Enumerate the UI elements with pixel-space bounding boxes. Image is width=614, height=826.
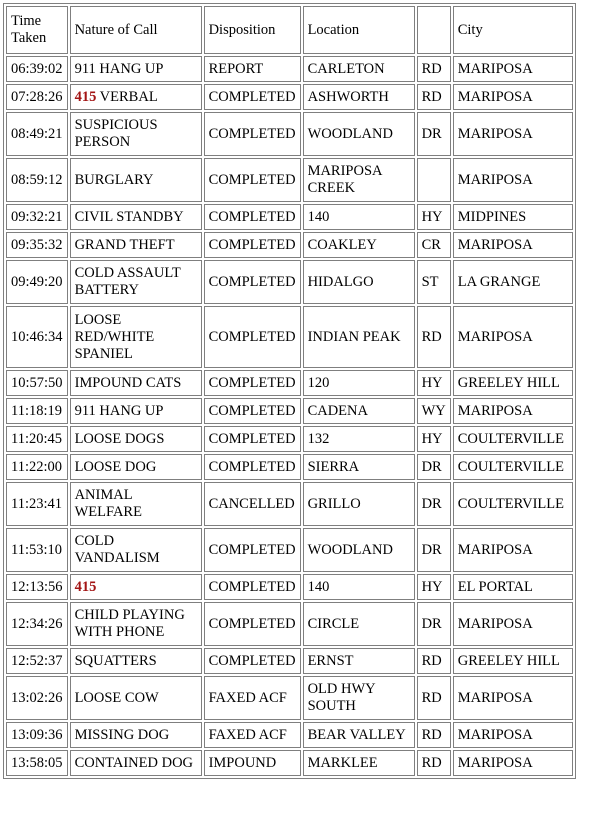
nature-text: VERBAL xyxy=(96,88,158,105)
nature-text: IMPOUND CATS xyxy=(74,374,182,391)
nature-cell xyxy=(70,602,202,646)
street-type-cell: RD xyxy=(417,84,451,110)
city-cell: MARIPOSA xyxy=(453,84,573,110)
disposition-cell: COMPLETED xyxy=(204,398,301,424)
street-type-cell: HY xyxy=(417,426,451,452)
nature-text: LOOSE DOGS xyxy=(74,430,165,447)
call-log-table xyxy=(3,3,576,779)
location-cell: GRILLO xyxy=(303,482,415,526)
time-cell: 11:22:00 xyxy=(6,454,68,480)
table-row xyxy=(6,232,573,258)
street-type-cell: RD xyxy=(417,306,451,368)
disposition-cell: FAXED ACF xyxy=(204,722,301,748)
table-row xyxy=(6,482,573,526)
disposition-cell: COMPLETED xyxy=(204,112,301,156)
city-cell: MARIPOSA xyxy=(453,112,573,156)
city-cell: EL PORTAL xyxy=(453,574,573,600)
penal-code: 415 xyxy=(74,88,97,105)
nature-text: BURGLARY xyxy=(74,171,154,188)
nature-cell xyxy=(70,528,202,572)
disposition-cell: COMPLETED xyxy=(204,232,301,258)
location-cell: ERNST xyxy=(303,648,415,674)
street-type-cell: HY xyxy=(417,574,451,600)
time-cell: 13:02:26 xyxy=(6,676,68,720)
header-row xyxy=(6,6,573,54)
time-cell: 06:39:02 xyxy=(6,56,68,82)
table-row xyxy=(6,722,573,748)
time-cell: 12:34:26 xyxy=(6,602,68,646)
city-cell: MARIPOSA xyxy=(453,602,573,646)
nature-cell xyxy=(70,722,202,748)
disposition-cell: COMPLETED xyxy=(204,370,301,396)
table-row xyxy=(6,426,573,452)
city-cell: MARIPOSA xyxy=(453,398,573,424)
table-row xyxy=(6,260,573,304)
nature-text: ANIMAL WELFARE xyxy=(74,487,142,520)
nature-cell xyxy=(70,84,202,110)
nature-cell xyxy=(70,306,202,368)
nature-cell xyxy=(70,574,202,600)
nature-cell xyxy=(70,260,202,304)
disposition-cell: REPORT xyxy=(204,56,301,82)
table-row xyxy=(6,528,573,572)
location-cell: WOODLAND xyxy=(303,112,415,156)
disposition-cell: COMPLETED xyxy=(204,84,301,110)
location-cell: MARKLEE xyxy=(303,750,415,776)
header-time-taken: Time Taken xyxy=(6,6,68,54)
nature-cell xyxy=(70,648,202,674)
nature-text: 911 HANG UP xyxy=(74,402,164,419)
nature-text: LOOSE RED/WHITE SPANIEL xyxy=(74,311,158,362)
table-row xyxy=(6,454,573,480)
location-cell: HIDALGO xyxy=(303,260,415,304)
nature-cell xyxy=(70,56,202,82)
nature-cell xyxy=(70,232,202,258)
table-row xyxy=(6,306,573,368)
disposition-cell: COMPLETED xyxy=(204,204,301,230)
nature-cell xyxy=(70,750,202,776)
nature-text: SUSPICIOUS PERSON xyxy=(74,117,162,150)
disposition-cell: COMPLETED xyxy=(204,260,301,304)
street-type-cell: WY xyxy=(417,398,451,424)
header-disposition: Disposition xyxy=(204,6,301,54)
city-cell: MARIPOSA xyxy=(453,306,573,368)
city-cell: MARIPOSA xyxy=(453,722,573,748)
disposition-cell: COMPLETED xyxy=(204,426,301,452)
nature-text: CONTAINED DOG xyxy=(74,754,194,771)
location-cell: INDIAN PEAK xyxy=(303,306,415,368)
street-type-cell: DR xyxy=(417,112,451,156)
location-cell: BEAR VALLEY xyxy=(303,722,415,748)
disposition-cell: COMPLETED xyxy=(204,528,301,572)
street-type-cell: HY xyxy=(417,204,451,230)
time-cell: 10:46:34 xyxy=(6,306,68,368)
table-row xyxy=(6,204,573,230)
time-cell: 11:20:45 xyxy=(6,426,68,452)
table-row xyxy=(6,56,573,82)
location-cell: WOODLAND xyxy=(303,528,415,572)
time-cell: 09:35:32 xyxy=(6,232,68,258)
nature-cell xyxy=(70,482,202,526)
time-cell: 09:32:21 xyxy=(6,204,68,230)
nature-cell xyxy=(70,204,202,230)
time-cell: 08:49:21 xyxy=(6,112,68,156)
table-row xyxy=(6,398,573,424)
city-cell: MARIPOSA xyxy=(453,56,573,82)
time-cell: 11:18:19 xyxy=(6,398,68,424)
nature-cell xyxy=(70,454,202,480)
nature-cell xyxy=(70,158,202,202)
nature-text: LOOSE COW xyxy=(74,689,159,706)
time-cell: 11:23:41 xyxy=(6,482,68,526)
location-cell: CADENA xyxy=(303,398,415,424)
nature-cell xyxy=(70,426,202,452)
nature-text: COLD ASSAULT BATTERY xyxy=(74,265,185,298)
location-cell: COAKLEY xyxy=(303,232,415,258)
location-cell: MARIPOSA CREEK xyxy=(303,158,415,202)
table-row xyxy=(6,112,573,156)
nature-text: MISSING DOG xyxy=(74,726,170,743)
table-row xyxy=(6,750,573,776)
street-type-cell: DR xyxy=(417,454,451,480)
table-row xyxy=(6,370,573,396)
disposition-cell: COMPLETED xyxy=(204,306,301,368)
time-cell: 13:09:36 xyxy=(6,722,68,748)
disposition-cell: COMPLETED xyxy=(204,158,301,202)
header-street-type xyxy=(417,6,451,54)
time-cell: 10:57:50 xyxy=(6,370,68,396)
city-cell: MARIPOSA xyxy=(453,232,573,258)
disposition-cell: COMPLETED xyxy=(204,574,301,600)
time-cell: 08:59:12 xyxy=(6,158,68,202)
location-cell: 140 xyxy=(303,204,415,230)
location-cell: CIRCLE xyxy=(303,602,415,646)
nature-cell xyxy=(70,112,202,156)
location-cell: 120 xyxy=(303,370,415,396)
table-row xyxy=(6,574,573,600)
street-type-cell: RD xyxy=(417,722,451,748)
time-cell: 13:58:05 xyxy=(6,750,68,776)
location-cell: OLD HWY SOUTH xyxy=(303,676,415,720)
disposition-cell: COMPLETED xyxy=(204,602,301,646)
street-type-cell: ST xyxy=(417,260,451,304)
location-cell: ASHWORTH xyxy=(303,84,415,110)
nature-text: GRAND THEFT xyxy=(74,236,175,253)
city-cell: GREELEY HILL xyxy=(453,648,573,674)
street-type-cell: RD xyxy=(417,648,451,674)
nature-text: 911 HANG UP xyxy=(74,60,164,77)
nature-text: CIVIL STANDBY xyxy=(74,208,184,225)
city-cell: LA GRANGE xyxy=(453,260,573,304)
nature-cell xyxy=(70,370,202,396)
street-type-cell: DR xyxy=(417,528,451,572)
disposition-cell: COMPLETED xyxy=(204,454,301,480)
table-row xyxy=(6,648,573,674)
street-type-cell: RD xyxy=(417,56,451,82)
street-type-cell: HY xyxy=(417,370,451,396)
location-cell: 132 xyxy=(303,426,415,452)
city-cell: COULTERVILLE xyxy=(453,454,573,480)
table-row xyxy=(6,676,573,720)
nature-text: COLD VANDALISM xyxy=(74,533,160,566)
street-type-cell: CR xyxy=(417,232,451,258)
time-cell: 12:52:37 xyxy=(6,648,68,674)
header-nature-of-call: Nature of Call xyxy=(70,6,202,54)
table-row xyxy=(6,158,573,202)
time-cell: 09:49:20 xyxy=(6,260,68,304)
disposition-cell: CANCELLED xyxy=(204,482,301,526)
disposition-cell: IMPOUND xyxy=(204,750,301,776)
nature-cell xyxy=(70,398,202,424)
disposition-cell: FAXED ACF xyxy=(204,676,301,720)
city-cell: MIDPINES xyxy=(453,204,573,230)
street-type-cell: RD xyxy=(417,676,451,720)
city-cell: MARIPOSA xyxy=(453,750,573,776)
header-city: City xyxy=(453,6,573,54)
city-cell: MARIPOSA xyxy=(453,676,573,720)
street-type-cell: DR xyxy=(417,482,451,526)
city-cell: COULTERVILLE xyxy=(453,482,573,526)
time-cell: 12:13:56 xyxy=(6,574,68,600)
time-cell: 11:53:10 xyxy=(6,528,68,572)
disposition-cell: COMPLETED xyxy=(204,648,301,674)
location-cell: CARLETON xyxy=(303,56,415,82)
nature-text: SQUATTERS xyxy=(74,652,157,669)
table-row xyxy=(6,84,573,110)
street-type-cell: RD xyxy=(417,750,451,776)
penal-code: 415 xyxy=(74,578,97,595)
city-cell: GREELEY HILL xyxy=(453,370,573,396)
nature-cell xyxy=(70,676,202,720)
header-location: Location xyxy=(303,6,415,54)
nature-text: CHILD PLAYING WITH PHONE xyxy=(74,607,189,640)
city-cell: MARIPOSA xyxy=(453,528,573,572)
street-type-cell: DR xyxy=(417,602,451,646)
location-cell: 140 xyxy=(303,574,415,600)
time-cell: 07:28:26 xyxy=(6,84,68,110)
table-row xyxy=(6,602,573,646)
city-cell: MARIPOSA xyxy=(453,158,573,202)
location-cell: SIERRA xyxy=(303,454,415,480)
city-cell: COULTERVILLE xyxy=(453,426,573,452)
street-type-cell xyxy=(417,158,451,202)
nature-text: LOOSE DOG xyxy=(74,458,157,475)
